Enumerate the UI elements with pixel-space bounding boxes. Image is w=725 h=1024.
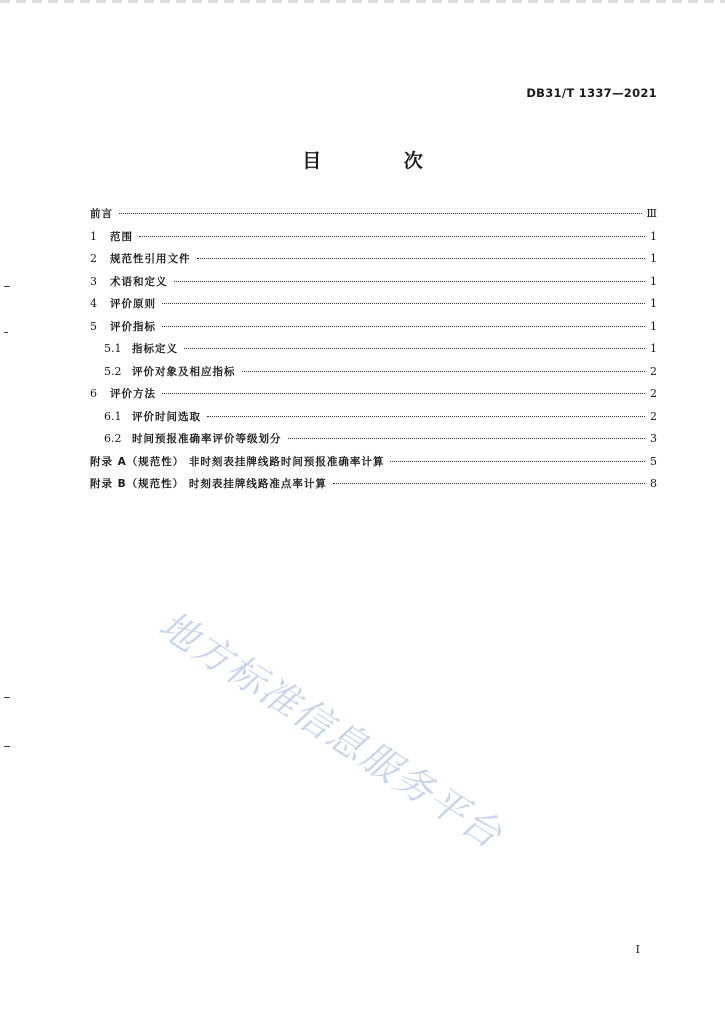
toc-entry-number: 6.1	[104, 409, 122, 423]
toc-entry-number: 4	[90, 297, 97, 310]
toc-entry-page: 5	[650, 454, 657, 468]
table-of-contents	[90, 206, 657, 499]
dot-leader	[139, 236, 645, 237]
toc-entry-5[interactable]	[90, 319, 657, 342]
toc-entry-6-2[interactable]	[90, 431, 657, 454]
dot-leader	[333, 483, 645, 484]
toc-entry-page: 8	[650, 477, 657, 490]
toc-entry-appendix-b[interactable]	[90, 476, 657, 499]
scan-margin-mark	[4, 286, 10, 287]
document-code: DB31/T 1337—2021	[526, 86, 657, 100]
toc-entry-title: 范围	[110, 230, 133, 243]
toc-entry-title: 附录 B（规范性） 时刻表挂牌线路准点率计算	[90, 478, 327, 490]
toc-entry-page: 1	[650, 342, 657, 355]
scan-margin-mark	[4, 746, 10, 747]
toc-entry-page: 2	[650, 364, 657, 378]
dot-leader	[207, 416, 645, 417]
toc-entry-1[interactable]	[90, 229, 657, 252]
page-number: I	[635, 943, 640, 956]
toc-entry-title: 前言	[90, 208, 113, 220]
dot-leader	[288, 438, 646, 439]
toc-entry-title: 术语和定义	[110, 275, 168, 288]
watermark: 地方标准信息服务平台	[151, 602, 511, 858]
toc-entry-6[interactable]	[90, 386, 657, 409]
toc-entry-2[interactable]	[90, 251, 657, 274]
toc-entry-5-1[interactable]	[90, 341, 657, 364]
toc-entry-title: 评价原则	[110, 298, 156, 310]
dot-leader	[197, 258, 646, 259]
toc-entry-number: 1	[90, 229, 97, 243]
toc-entry-number: 2	[90, 252, 97, 265]
toc-entry-title: 指标定义	[132, 343, 178, 355]
toc-entry-number: 5	[90, 319, 97, 333]
toc-entry-title: 评价时间选取	[132, 410, 201, 423]
toc-entry-page: 1	[650, 252, 657, 265]
dot-leader	[119, 213, 642, 214]
dot-leader	[184, 348, 645, 349]
scan-margin-mark	[4, 697, 10, 698]
dot-leader	[242, 371, 646, 372]
dot-leader	[174, 281, 646, 282]
toc-entry-number: 5.1	[104, 342, 122, 355]
dot-leader	[162, 393, 645, 394]
toc-entry-number: 6.2	[104, 432, 122, 445]
toc-entry-5-2[interactable]	[90, 364, 657, 387]
dot-leader	[162, 326, 645, 327]
toc-entry-title: 附录 A（规范性） 非时刻表挂牌线路时间预报准确率计算	[90, 455, 385, 468]
toc-entry-title: 时间预报准确率评价等级划分	[132, 433, 282, 445]
toc-entry-page: 2	[650, 387, 657, 400]
toc-entry-page: 3	[650, 432, 657, 445]
scan-edge-top	[0, 0, 725, 3]
toc-entry-page: Ⅲ	[646, 207, 657, 220]
toc-entry-3[interactable]	[90, 274, 657, 297]
toc-entry-foreword[interactable]	[90, 206, 657, 229]
scan-margin-mark	[4, 332, 8, 333]
toc-entry-title: 评价方法	[110, 388, 156, 400]
toc-entry-page: 1	[650, 319, 657, 333]
toc-entry-page: 2	[650, 409, 657, 423]
toc-entry-title: 评价指标	[110, 320, 156, 333]
toc-entry-number: 5.2	[104, 364, 122, 378]
toc-heading: 目 次	[302, 150, 461, 172]
toc-entry-4[interactable]	[90, 296, 657, 319]
toc-entry-number: 6	[90, 387, 97, 400]
dot-leader	[162, 303, 645, 304]
toc-entry-title: 规范性引用文件	[110, 253, 191, 265]
toc-entry-page: 1	[650, 297, 657, 310]
toc-entry-page: 1	[650, 229, 657, 243]
toc-entry-6-1[interactable]	[90, 409, 657, 432]
toc-entry-number: 3	[90, 274, 97, 288]
toc-entry-page: 1	[650, 274, 657, 288]
toc-entry-title: 评价对象及相应指标	[132, 365, 236, 378]
toc-entry-appendix-a[interactable]	[90, 454, 657, 477]
dot-leader	[390, 461, 645, 462]
